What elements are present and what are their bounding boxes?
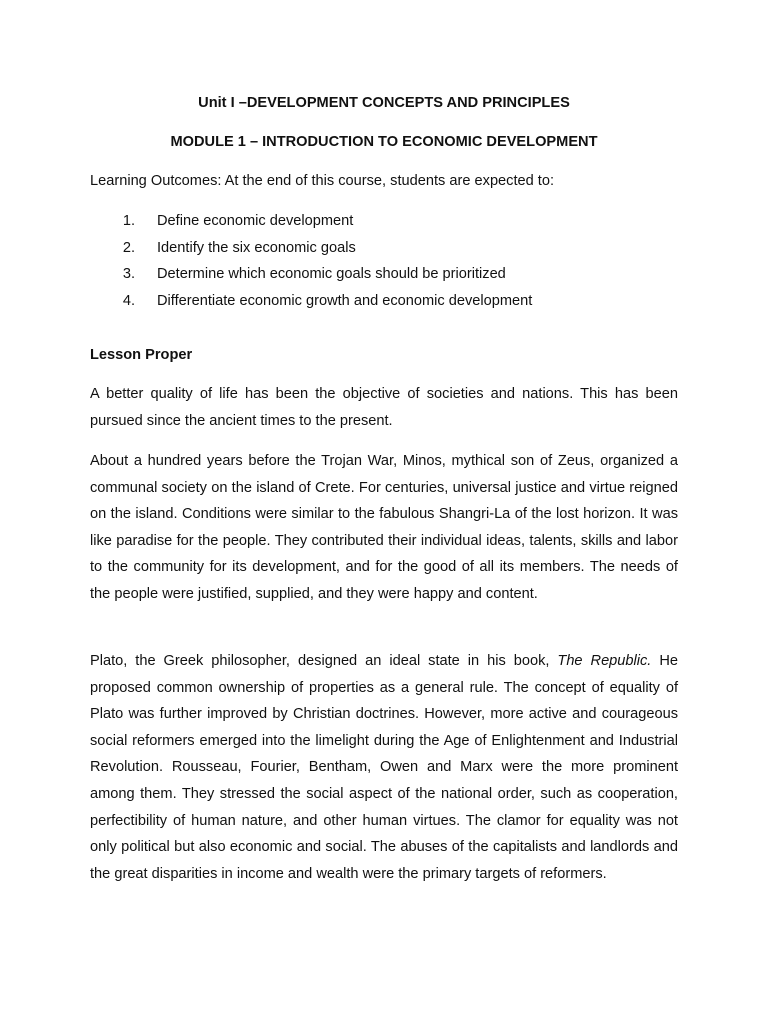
- outcome-item: [90, 239, 678, 266]
- outcome-item: [90, 292, 678, 319]
- book-title-the-republic: The Republic.: [557, 653, 652, 669]
- section-heading-lesson-proper: Lesson Proper: [90, 347, 193, 363]
- outcome-text: Differentiate economic growth and economic development: [157, 292, 533, 309]
- paragraph-plato-republic: [90, 648, 678, 887]
- outcome-text: Identify the six economic goals: [157, 239, 356, 256]
- paragraph-3-before: Plato, the Greek philosopher, designed an ideal state in his book,: [90, 653, 558, 669]
- module-title: MODULE 1 – INTRODUCTION TO ECONOMIC DEVELOPMENT: [170, 134, 598, 150]
- learning-outcomes-intro: Learning Outcomes: At the end of this course, students are expected to:: [90, 173, 555, 189]
- paragraph-quality-of-life: A better quality of life has been the objective of societies and nations. This has been pursued since the ancient times to the present.: [90, 386, 678, 429]
- paragraph-minos-crete: About a hundred years before the Trojan War, Minos, mythical son of Zeus, organized a communal society on the island of Crete. For centuries, universal justice and virtue reigned on the island. Conditions were similar to the fabulous Shangri-La of the lost horizon. It was like paradise for the people. They contributed their individual ideas, talents, skills and labor to the community for its development, and for the good of all its members. The needs of the people were justified, supplied, and they were happy and content.: [90, 453, 678, 602]
- outcome-number: 1.: [122, 213, 135, 229]
- learning-outcomes-list: [90, 212, 678, 318]
- outcome-text: Determine which economic goals should be prioritized: [157, 266, 506, 282]
- paragraph-3-after: He proposed common ownership of properties as a general rule. The concept of equality of Plato was further improved by Christian doctrines. However, more active and courageous social reformers emerged into the limelight during the Age of Enlightenment and Industrial Revolution. Rousseau, Fourier, Bentham, Owen and Marx were the more prominent among them. They stressed the social aspect of the national order, such as cooperation, perfectibility of human nature, and other human virtues. The clamor for equality was not only political but also economic and social. The abuses of the capitalists and landlords and the great disparities in income and wealth were the primary targets of reformers.: [90, 653, 679, 882]
- outcome-number: 3.: [122, 266, 135, 282]
- outcome-item: [90, 265, 678, 292]
- unit-title: Unit I –DEVELOPMENT CONCEPTS AND PRINCIPLES: [198, 95, 570, 111]
- outcome-number: 2.: [122, 239, 135, 256]
- outcome-item: [90, 212, 678, 239]
- outcome-number: 4.: [122, 292, 135, 309]
- outcome-text: Define economic development: [157, 213, 354, 229]
